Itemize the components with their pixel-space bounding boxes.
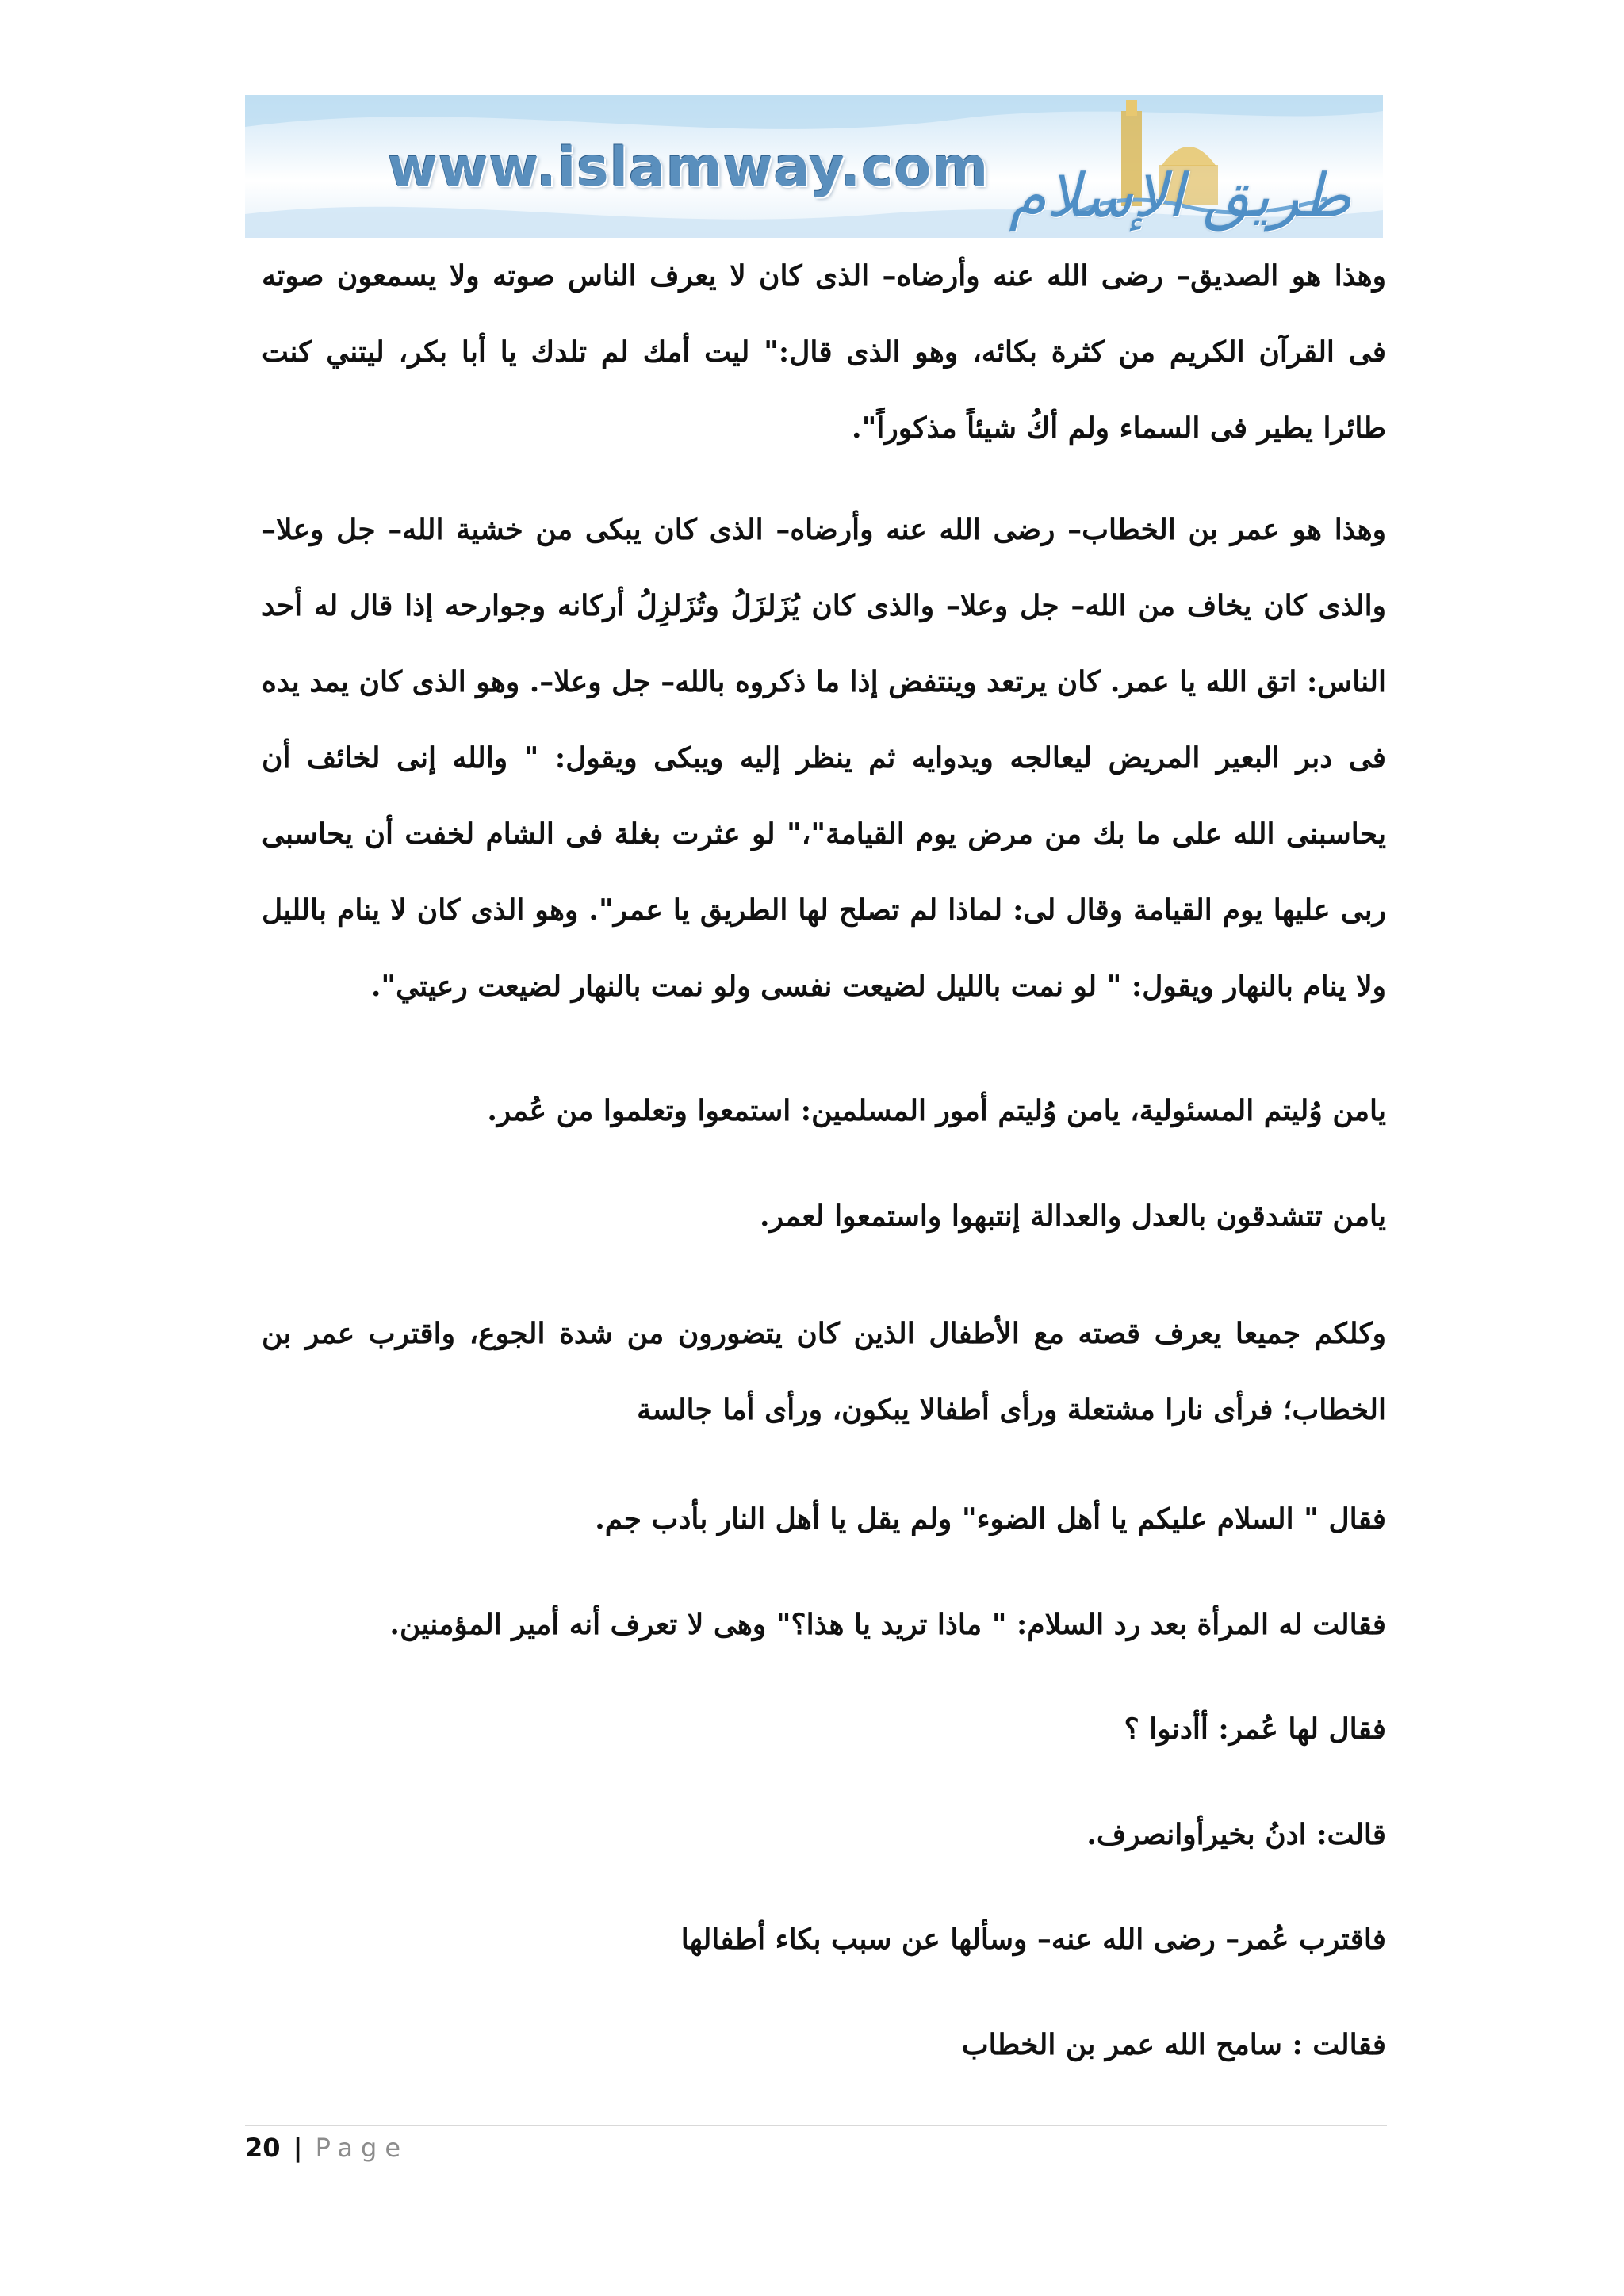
paragraph-umar-ask: فقال لها عُمر: أأدنوا ؟	[1124, 1712, 1386, 1746]
footer-separator: |	[293, 2133, 303, 2163]
paragraph-abu-bakr: وهذا هو الصديق– رضى الله عنه وأرضاه– الذى كان لا يعرف الناس صوته ولا يسمعون صوته فى القرآن الكريم من كثرة بكائه، وهو الذى قال:" ليت أمك لم تلدك يا أبا بكر، ليتني كنت طائرا يطير فى السماء ولم أكُ شيئاً مذكوراً".	[262, 259, 1386, 445]
paragraph-umar: وهذا هو عمر بن الخطاب– رضى الله عنه وأرضاه– الذى كان يبكى من خشية الله– جل وعلا– والذى كان يخاف من الله– جل وعلا– والذى كان يُزَلزَلُ وتُزَلزِلُ أركانه وجوارحه إذا قال له أحد الناس: اتق الله يا عمر. كان يرتعد وينتفض إذا ما ذكروه بالله– جل وعلا–. وهو الذى كان يمد يده فى دبر البعير المريض ليعالجه ويدوايه ثم ينظر إليه ويبكى ويقول: " والله إنى لخائف أن يحاسبنى الله على ما بك من مرض يوم القيامة"،" لو عثرت بغلة فى الشام لخفت أن يحاسبى ربى عليها يوم القيامة وقال لى: لماذا لم تصلح لها الطريق يا عمر". وهو الذى كان لا ينام بالليل ولا ينام بالنهار ويقول: " لو نمت بالليل لضيعت نفسى ولو نمت بالنهار لضيعت رعيتي".	[262, 513, 1386, 1003]
page-label: Page	[315, 2133, 409, 2163]
logo-text: طريق الإسلام	[1009, 160, 1351, 231]
paragraph-rulers-address: يامن وُليتم المسئولية، يامن وُليتم أمور المسلمين: استمعوا وتعلموا من عُمر.	[487, 1094, 1386, 1127]
paragraph-children-story: وكلكم جميعا يعرف قصته مع الأطفال الذين كان يتضورون من شدة الجوع، واقترب عمر بن الخطاب؛ فرأى نارا مشتعلة ورأى أطفالا يبكون، ورأى أما جالسة	[262, 1317, 1386, 1426]
footer-divider	[245, 2125, 1387, 2126]
paragraph-woman-answer: قالت: ادنُ بخيرأوانصرف.	[1086, 1818, 1386, 1851]
paragraph-woman-reply: فقالت له المرأة بعد رد السلام: " ماذا تريد يا هذا؟" وهى لا تعرف أنه أمير المؤمنين.	[389, 1608, 1386, 1641]
header-banner	[245, 95, 1383, 238]
paragraph-woman-said: فقالت : سامح الله عمر بن الخطاب	[961, 2028, 1386, 2061]
paragraph-umar-approach: فاقترب عُمر– رضى الله عنه– وسألها عن سبب بكاء أطفالها	[680, 1923, 1386, 1956]
paragraph-greeting: فقال " السلام عليكم يا أهل الضوء" ولم يقل يا أهل النار بأدب جم.	[595, 1502, 1386, 1536]
paragraph-justice-address: يامن تتشدقون بالعدل والعدالة إنتبهوا واستمعوا لعمر.	[760, 1200, 1386, 1233]
page-footer	[245, 2133, 408, 2163]
site-url[interactable]: www.islamway.com	[388, 136, 990, 199]
page-number: 20	[245, 2133, 281, 2163]
